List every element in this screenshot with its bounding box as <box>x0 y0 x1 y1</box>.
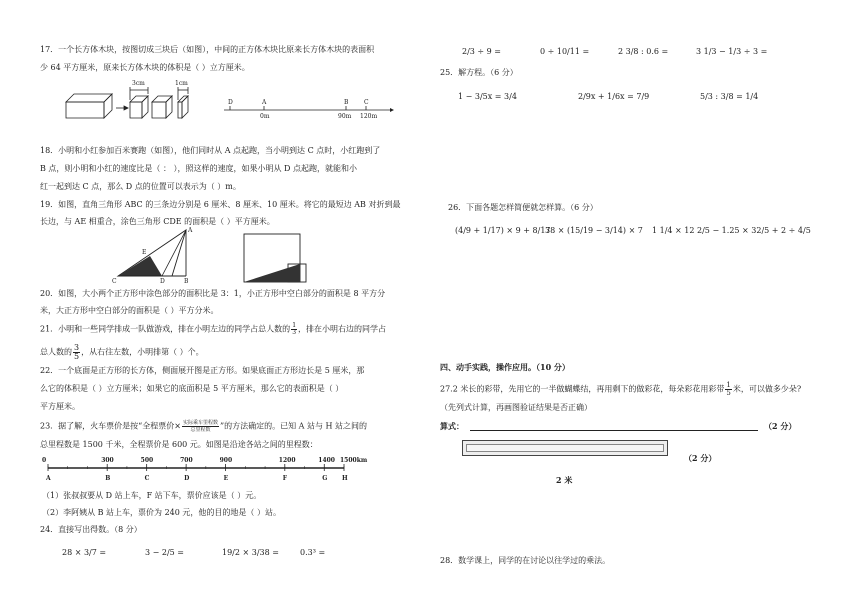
q19-line1: 19．如图，直角三角形 ABC 的三条边分别是 6 厘米、8 厘米、10 厘米。将它的最短边 AB 对折到最 <box>40 200 401 209</box>
q26-expr1: (4/9 + 1/17) × 9 + 8/17 <box>455 226 551 235</box>
q21-line1: 21．小明和一些同学排成一队做游戏，排在小明左边的同学占总人数的 $\frac{1}{3}$ ，排在小明右边的同学占 <box>40 322 387 336</box>
ruler-station-label: F <box>282 475 288 482</box>
q27-score1: （2 分） <box>764 421 797 431</box>
ruler-km-label: 300 <box>101 457 114 464</box>
q24-r1-4: 0.3³ = <box>300 548 326 557</box>
mark-90m: 90m <box>338 113 352 120</box>
q27-formula-label: 算式： <box>440 421 464 431</box>
q17-dim-1cm: 1cm <box>175 80 188 87</box>
label-A: A <box>262 99 267 106</box>
fig-E: E <box>142 249 147 256</box>
fig-C: C <box>112 278 117 285</box>
q27-score2: （2 分） <box>684 453 717 463</box>
q28-line1: 28．数学课上，同学的在讨论以往学过的乘法。 <box>440 556 611 565</box>
q24-r2-2: 0 ÷ 10/11 = <box>540 47 590 56</box>
q24-r2-1: 2/3 ÷ 9 = <box>462 47 501 56</box>
label-D: D <box>228 99 233 106</box>
ruler-km-label: 700 <box>180 457 193 464</box>
fig-D: D <box>160 278 165 285</box>
q23-sub2: （2）李阿姨从 B 站上车，票价为 240 元，他的目的地是（ ）站。 <box>42 508 281 517</box>
ruler-km-label: 1500km <box>340 457 368 464</box>
q23-line1: 23．据了解，火车票价是按“全程票价× $\frac{\text{实际乘车里程数}}{\text{总里程数}}$ ”的方法确定的。已知 A 站与 H 站之间的 <box>40 420 368 433</box>
q25-eq3: 5/3 : 3/8 = 1/4 <box>700 92 759 101</box>
ruler-km-label: 500 <box>140 457 154 464</box>
q19-line2: 长边，与 AE 相重合，涂色三角形 CDE 的面积是（ ）平方厘米。 <box>40 217 275 226</box>
q21-line2: 总人数的 $\frac{3}{5}$ ，从右往左数，小明排第（ ）个。 <box>40 343 204 361</box>
q27-line2: （先列式计算，再画图验证结果是否正确） <box>440 403 592 412</box>
q26-expr2: 38 × (15/19 − 3/14) × 7 <box>545 226 643 235</box>
fig-A: A <box>188 227 193 234</box>
q24-r1-2: 3 − 2/5 = <box>145 548 184 557</box>
q23-line2: 总里程数是 1500 千米，全程票价是 600 元。如图是沿途各站之间的里程数： <box>40 440 318 449</box>
fig-B: B <box>184 278 189 285</box>
label-C: C <box>364 99 369 106</box>
q25-title: 25．解方程。（6 分） <box>440 68 518 77</box>
q19-triangle-figure <box>110 226 200 284</box>
ruler-km-label: 1200 <box>278 457 296 464</box>
q25-eq1: 1 − 3/5x = 3/4 <box>458 92 517 101</box>
ruler-station-label: D <box>184 475 190 482</box>
q26-title: 26．下面各题怎样简便就怎样算。（6 分） <box>448 203 598 212</box>
ruler-km-label: 900 <box>219 457 233 464</box>
q24-r1-3: 19/2 × 3/38 = <box>222 548 279 557</box>
q18-track-figure <box>220 96 400 126</box>
q17-dim-3cm: 3cm <box>132 80 145 87</box>
ruler-km-label: 0 <box>42 457 47 464</box>
section4-title: 四、动手实践，操作应用。（10 分） <box>440 362 570 372</box>
q24-title: 24．直接写出得数。（8 分） <box>40 525 142 534</box>
q22-line3: 平方厘米。 <box>40 402 80 411</box>
mark-120m: 120m <box>360 113 378 120</box>
ribbon-length-label: 2 米 <box>556 475 573 485</box>
ruler-station-label: B <box>105 475 111 482</box>
q18-line3: 红一起到达 C 点，那么 D 点的位置可以表示为（ ）m。 <box>40 182 241 191</box>
q24-r2-3: 2 3/8 : 0.6 = <box>618 47 669 56</box>
q20-line2: 米，大正方形中空白部分的面积是（ ）平方分米。 <box>40 306 219 315</box>
q18-line1: 18．小明和小红参加百米赛跑（如图），他们同时从 A 点起跑，当小明到达 C 点时，小红跑到了 <box>40 146 381 155</box>
q24-r2-4: 3 1/3 − 1/3 ÷ 3 = <box>696 47 768 56</box>
q24-r1-1: 28 × 3/7 = <box>62 548 107 557</box>
label-B: B <box>344 99 349 106</box>
q22-line2: 么它的体积是（ ）立方厘米；如果它的底面积是 5 平方厘米，那么它的表面积是（ ） <box>40 384 344 393</box>
q23-sub1: （1）张叔叔要从 D 站上车，F 站下车，票价应该是（ ）元。 <box>42 491 262 500</box>
q27-line1: 27.2 米长的彩带，先用它的一半做蝴蝶结，再用剩下的做彩花，每朵彩花用彩带 $\frac{1}{5}$ 米，可以做多少朵? <box>440 381 802 397</box>
q22-line1: 22．一个底面是正方形的长方体，侧面展开图是正方形。如果底面正方形边长是 5 厘米，那 <box>40 366 365 375</box>
ruler-km-label: 1400 <box>318 457 335 464</box>
ribbon-inner <box>466 444 664 452</box>
ruler-station-label: C <box>144 475 150 482</box>
q27-answer-line[interactable] <box>470 429 758 431</box>
q26-expr3: 1 1/4 × 12 2/5 − 1.25 × 32/5 + 2 ÷ 4/5 <box>652 226 811 235</box>
ruler-station-label: E <box>223 475 229 482</box>
ruler-station-label: A <box>46 475 51 482</box>
ruler-station-label: G <box>322 475 328 482</box>
q20-squares-figure <box>242 232 312 284</box>
ruler-station-label: H <box>342 475 348 482</box>
q17-line2: 少 64 平方厘米，原来长方体木块的体积是（ ）立方厘米。 <box>40 63 250 72</box>
q18-line2: B 点，则小明和小红的速度比是（ ： ），照这样的速度，如果小明从 D 点起跑，就能和小 <box>40 164 358 173</box>
mark-0m: 0m <box>260 113 270 120</box>
q25-eq2: 2/9x + 1/6x = 7/9 <box>578 92 650 101</box>
q20-line1: 20．如图，大小两个正方形中涂色部分的面积比是 3：1，小正方形中空白部分的面积是 8 平方分 <box>40 289 386 298</box>
q23-distance-ruler <box>44 455 374 485</box>
q17-blocks-figure <box>62 78 202 126</box>
q17-line1: 17．一个长方体木块，按图切成三块后（如图），中间的正方体木块比原来长方体木块的表面积 <box>40 45 375 54</box>
